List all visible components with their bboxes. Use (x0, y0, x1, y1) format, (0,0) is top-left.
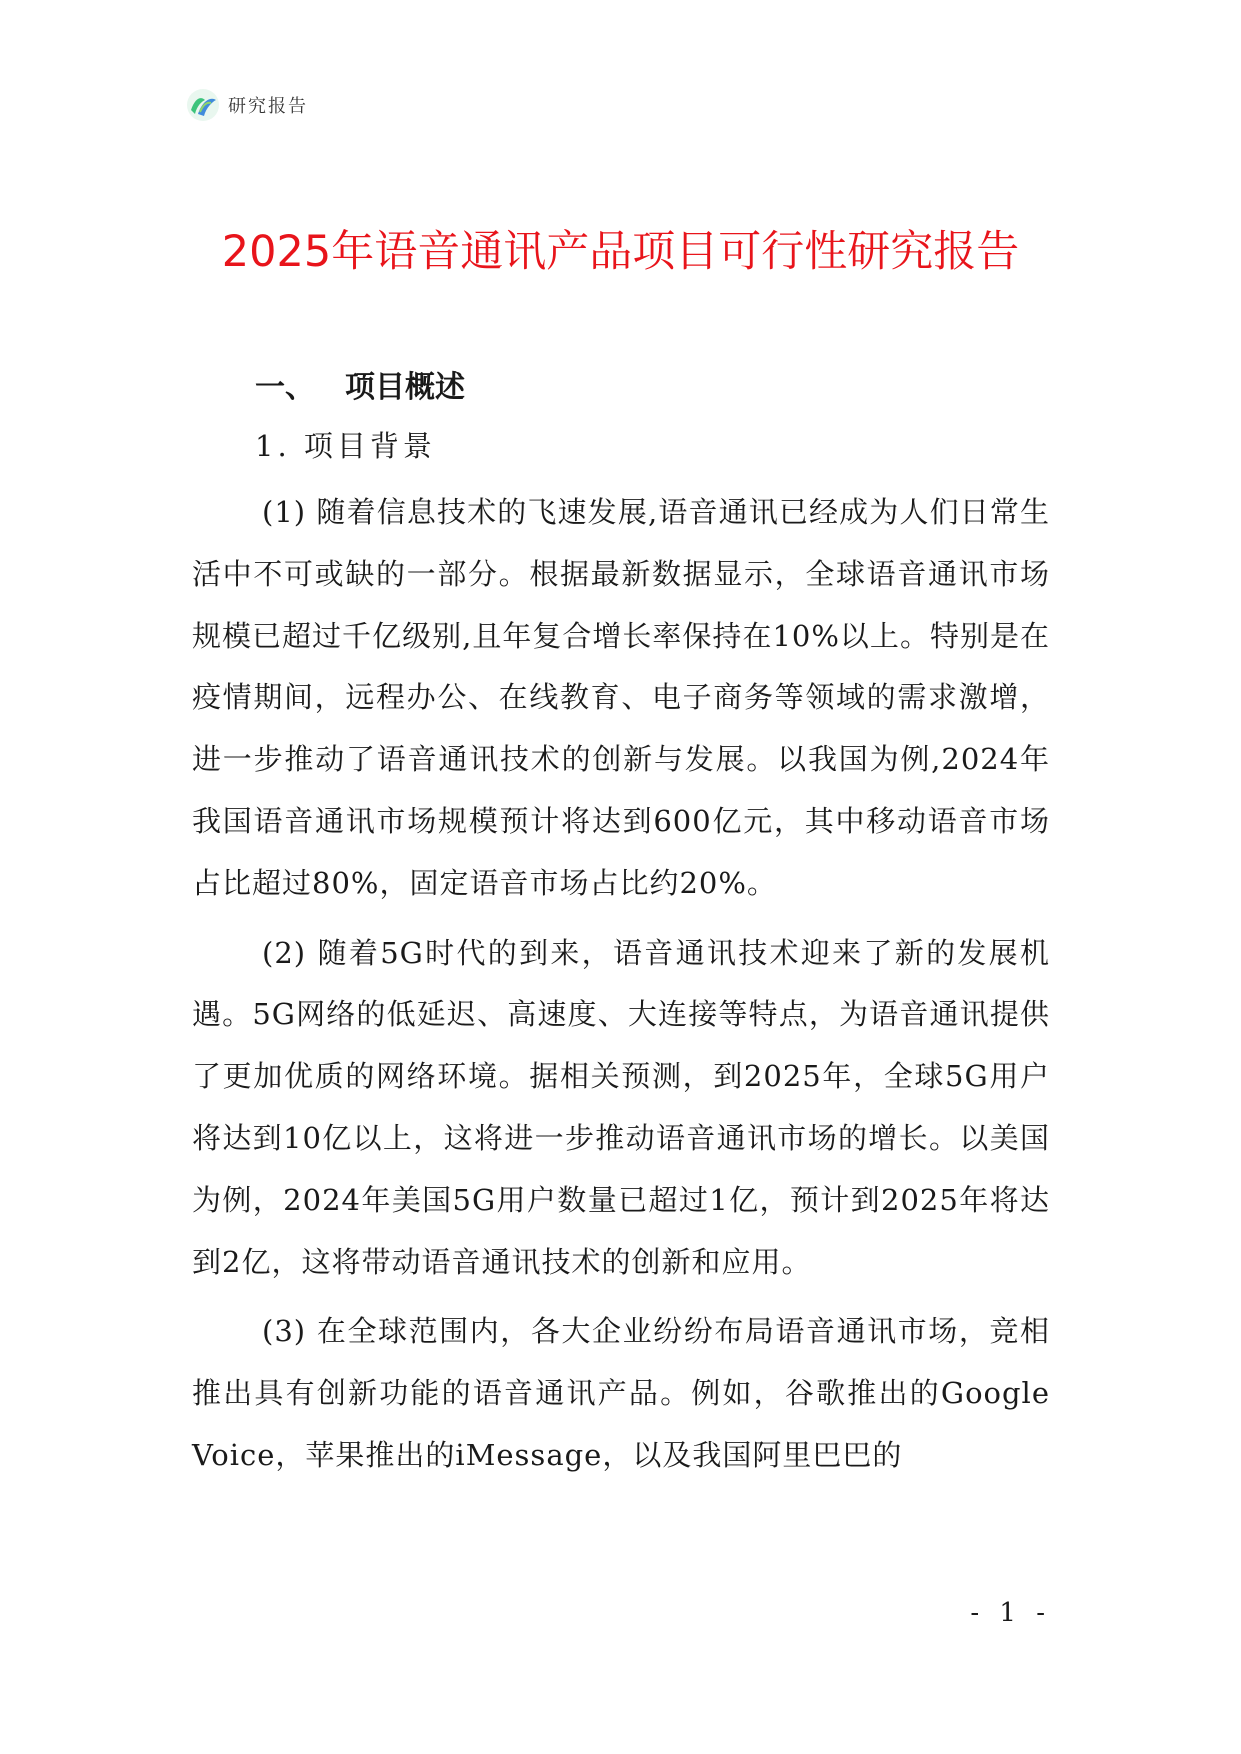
paragraph-3: (3) 在全球范围内，各大企业纷纷布局语音通讯市场，竞相推出具有创新功能的语音通讯产品。例如，谷歌推出的Google Voice，苹果推出的iMessage，以及我国阿里巴巴的 (192, 1314, 1050, 1472)
paragraph-2: (2) 随着5G时代的到来，语音通讯技术迎来了新的发展机遇。5G网络的低延迟、高速度、大连接等特点，为语音通讯提供了更加优质的网络环境。据相关预测，到2025年，全球5G用户将达到10亿以上，这将进一步推动语音通讯市场的增长。以美国为例，2024年美国5G用户数量已超过1亿，预计到2025年将达到2亿，这将带动语音通讯技术的创新和应用。 (192, 935, 1050, 1279)
page-number: - 1 - (970, 1598, 1051, 1628)
paragraph-1: (1) 随着信息技术的飞速发展,语音通讯已经成为人们日常生活中不可或缺的一部分。根据最新数据显示，全球语音通讯市场规模已超过千亿级别,且年复合增长率保持在10%以上。特别是在疫情期间，远程办公、在线教育、电子商务等领域的需求激增，进一步推动了语音通讯技术的创新与发展。以我国为例,2024年我国语音通讯市场规模预计将达到600亿元，其中移动语音市场占比超过80%，固定语音市场占比约20%。 (192, 495, 1050, 900)
body-content (192, 482, 1050, 1495)
leaf-logo-icon (186, 88, 220, 122)
subsection-heading: 1. 项目背景 (255, 429, 436, 463)
section-number: 一、 (255, 370, 315, 405)
section-title: 项目概述 (345, 370, 465, 405)
section-heading (255, 362, 465, 406)
page-header (186, 88, 308, 122)
header-label: 研究报告 (228, 96, 308, 117)
document-title: 2025年语音通讯产品项目可行性研究报告 (221, 227, 1020, 277)
